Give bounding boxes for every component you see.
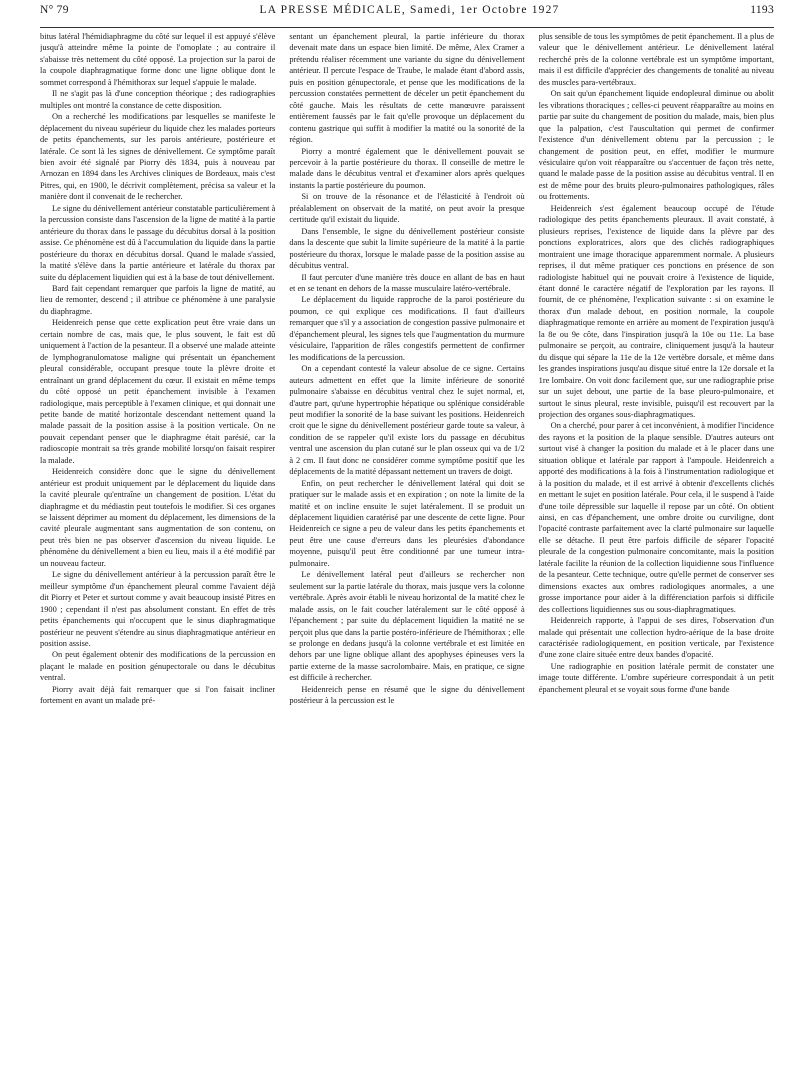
paragraph: Heidenreich considère donc que le signe du dénivellement antérieur est produit uniquement par le déplacement du liquide dans la cavité pleurale qu'entraîne un changement de position. L'état du diaphragme et du médiastin peut toutefois le modifier. Si ces organes se laissent déprimer au moment du déplacement, les dimensions de la cavité pleurale augmentant sans augmentation de son contenu, on peut très bien ne pas observer d'ascension du niveau liquide. Le phénomène du dénivellement a bien eu lieu, mais il a été modifié par un nouveau facteur. xyxy=(40,467,276,568)
text-columns xyxy=(40,31,774,1079)
paragraph: On a cherché, pour parer à cet inconvénient, à modifier l'incidence des rayons et la position de la plaque sensible. D'autres auteurs ont surtout visé à changer la position du malade et à le placer dans une situation oblique et latérale par rapport à l'ampoule. Heidenreich a apporté des modifications à la fois à l'instrumentation radiologique et à la position du malade, et il est arrivé à obtenir d'excellents clichés en mettant le sujet en position latérale. Pour cela, il le suspend à l'aide d'une toile dépressible sur laquelle il repose par un côté. On obtient ainsi, en cas d'épanchement, une ombre droite ou curviligne, dont l'opacité contraste parfaitement avec la clarté pulmonaire sur laquelle elle se détache. Il peut être parfois difficile de séparer l'opacité pleurale de la congestion pulmonaire concomitante, mais la position latérale facilite la réunion de la collection liquidienne sous l'influence de la pesanteur. Cette technique, outre qu'elle permet de conserver ses dimensions exactes aux ombres radiologiques anormales, a une grosse importance pour aider à la différenciation parfois si difficile des collections liquidiennes sus ou sous-diaphragmatiques. xyxy=(538,421,774,614)
paragraph: Heidenreich pense que cette explication peut être vraie dans un certain nombre de cas, mais que, le plus souvent, le fait est dû uniquement à l'action de la pesanteur. Il a observé une malade atteinte de lymphogranulomatose maligne qui présentait un épanchement pleural considérable, occupant presque toute la plèvre droite et entraînant un grand déplacement du cœur. Il existait en même temps du côté opposé un petit épanchement invisible à l'examen radiologique, mais perceptible à l'examen clinique, et qui donnait une petite bande de matité horizontale descendant nettement quand la malade passait de la position assise à la position verticale. On ne pouvait cependant penser que le diaphragme était parésié, car la radioscopie montrait sa très grande mobilité lorsqu'on faisait respirer la malade. xyxy=(40,318,276,465)
paragraph: Enfin, on peut rechercher le dénivellement latéral qui doit se pratiquer sur le malade assis et en expiration ; on note la limite de la matité et on incline ensuite le sujet latéralement. Il se produit un déplacement liquidien caratérisé par une descente de cette ligne. Pour Heidenreich ce signe a peu de valeur dans les petits épanchements et peut être une cause d'erreurs dans les pleurésies d'abondance moyenne, puisqu'il peut être conditionné par une tumeur intra-pulmonaire. xyxy=(289,478,525,568)
journal-title: LA PRESSE MÉDICALE, Samedi, 1er Octobre 1927 xyxy=(259,4,560,16)
paragraph: On a cependant contesté la valeur absolue de ce signe. Certains auteurs admettent en effet que la limite inférieure de sonorité pulmonaire s'abaisse en décubitus ventral chez le sujet normal, et, d'autre part, qu'une hypertrophie hépatique ou splénique considérable peut modifier la sonorité de la base suivant les positions. Heidenreich croit que le signe du dénivellement postérieur garde toute sa valeur, à condition de se rappeler qu'il existe lors du passage en décubitus ventral une ascension du plan cutané sur le plan osseux qui va de 1/2 à 2 cm. Il faut donc ne considérer comme symptôme positif que les déplacements de la matité dépassant nettement un travers de doigt. xyxy=(289,364,525,477)
paragraph: On sait qu'un épanchement liquide endopleural diminue ou abolit les vibrations thoraciques ; celles-ci peuvent réapparaître au moins en partie par suite du changement de position du malade, mais, bien plus que la palpation, c'est l'auscultation qui permet de confirmer l'existence d'un dénivellement obtenu par la percussion ; le changement de position peut, en effet, modifier le murmure vésiculaire qu'on voit réapparaître ou s'accentuer de façon très nette, quand le malade passe de la position assise au décubitus ventral. Il en est de même pour des bruits pleuro-pulmonaires pathologiques, râles ou frottements. xyxy=(538,89,774,202)
header-rule xyxy=(40,27,774,28)
paragraph: Il faut percuter d'une manière très douce en allant de bas en haut et en se tenant en dehors de la masse musculaire latéro-vertébrale. xyxy=(289,272,525,293)
paragraph: On peut également obtenir des modifications de la percussion en plaçant le malade en position génupectorale ou dans le décubitus ventral. xyxy=(40,650,276,683)
paragraph: Le signe du dénivellement antérieur à la percussion paraît être le meilleur symptôme d'un épanchement pleural comme l'avaient déjà dit Piorry et Peter et surtout comme y avait beaucoup insisté Pitres en 1900 ; cependant il n'est pas absolument constant. En effet de très petits épanchements qui n'occupent que le sinus diaphragmatique postérieur ne peuvent s'étendre au sinus diaphragmatique antérieur en position assise. xyxy=(40,570,276,649)
paragraph: Bard fait cependant remarquer que parfois la ligne de matité, au lieu de remonter, descend ; il attribue ce phénomène à une paralysie du diaphragme. xyxy=(40,283,276,316)
paragraph: Dans l'ensemble, le signe du dénivellement postérieur consiste dans la descente que subit la limite supérieure de la matité à la partie postérieure du thorax, lorsque le malade passe de la position assise au décubitus ventral. xyxy=(289,226,525,271)
page-header xyxy=(40,0,774,26)
column-2 xyxy=(289,31,524,1079)
page-number: 1193 xyxy=(750,4,774,16)
paragraph: Une radiographie en position latérale permit de constater une image toute différente. L'ombre supérieure correspondait à un petit épanchement pleural et se voyait sous forme d'une bande xyxy=(538,661,774,694)
paragraph: Heidenreich pense en résumé que le signe du dénivellement postérieur à la percussion est le xyxy=(289,684,525,706)
paragraph: sentant un épanchement pleural, la partie inférieure du thorax devenait mate dans un espace bien limité. De même, Alex Cramer a prétendu réaliser récemment une variante du signe du dénivellement antérieur. Il percute l'espace de Traube, le malade étant d'abord assis, puis en position génupectorale, et pense que les modifications de la percussion constatées permettent de déceler un petit épanchement du côté gauche. Mais les résultats de cette manœuvre paraissent entièrement faussés par le fait qu'elle provoque un déplacement du contenu gastrique qui suffit à modifier la matité ou la sonorité de la région. xyxy=(289,32,525,145)
paragraph: Il ne s'agit pas là d'une conception théorique ; des radiographies multiples ont montré la constance de cette disposition. xyxy=(40,89,276,110)
column-3 xyxy=(539,31,774,1079)
issue-number: N° 79 xyxy=(40,4,69,16)
paragraph: Piorry avait déjà fait remarquer que si l'on faisait incliner fortement en avant un malade pré- xyxy=(40,684,276,706)
paragraph: bitus latéral l'hémidiaphragme du côté sur lequel il est appuyé s'élève jusqu'à atteindre même la pointe de l'omoplate ; au contraire il s'abaisse très nettement du côté opposé. La projection sur la paroi de la coupole diaphragmatique forme donc une ligne oblique dont le sommet correspond à l'hémithorax sur lequel s'appuie le malade. xyxy=(40,32,276,87)
paragraph: plus sensible de tous les symptômes de petit épanchement. Il a plus de valeur que le dénivellement antérieur. Le dénivellement latéral recherché près de la colonne vertébrale est un symptôme important, mais il est difficile d'apprécier des changements de tonalité au niveau des muscles para-vertébraux. xyxy=(538,32,774,87)
paragraph: Si on trouve de la résonance et de l'élasticité à l'endroit où préalablement on observait de la matité, on peut avoir la presque certitude qu'il existait du liquide. xyxy=(289,192,525,225)
paragraph: Le dénivellement latéral peut d'ailleurs se rechercher non seulement sur la partie latérale du thorax, mais jusque vers la colonne vertébrale. Après avoir établi le niveau horizontal de la matité chez le malade assis, on le fait coucher latéralement sur le côté opposé à l'épanchement ; par suite du déplacement liquidien la matité ne se perçoit plus que dans la partie postéro-inférieure de l'hémithorax ; elle se prolonge en dedans jusqu'à la colonne vertébrale et est limitée en dehors par une ligne oblique allant des apophyses épineuses vers la partie externe de la masse sacrolombaire. Mais, en pratique, ce signe est difficile à rechercher. xyxy=(289,570,525,683)
paragraph: Heidenreich rapporte, à l'appui de ses dires, l'observation d'un malade qui présentait une collection hydro-aérique de la base droite caractérisée radiologiquement, en position verticale, par l'existence d'une zone claire située entre deux bandes d'opacité. xyxy=(538,616,774,660)
paragraph: Le signe du dénivellement antérieur constatable particulièrement à la percussion consiste dans l'ascension de la ligne de matité à la partie antérieure du thorax dans le passage du décubitus dorsal à la position assise. Ce phénomène est dû à l'accumulation du liquide dans la partie postérieure du thorax en décubitus dorsal. Quand le malade s'assied, la matité s'élève dans la partie antérieure et latérale du thorax par suite du déplacement liquidien qui est à la base de tout dénivellement. xyxy=(40,203,276,282)
paragraph: Le déplacement du liquide rapproche de la paroi postérieure du poumon, ce qui explique ces modifications. Il faut d'ailleurs remarquer que s'il y a association de congestion passive pulmonaire et d'épanchement pleural, les signes tels que l'augmentation du murmure vésiculaire, l'apparition de râles congestifs permettent de confirmer les modifications de la percussion. xyxy=(289,295,525,362)
paragraph: On a recherché les modifications par lesquelles se manifeste le déplacement du niveau supérieur du liquide chez les malades porteurs de petits épanchements, sur les parois antérieure, postérieure et latérale. Ce sont là les signes de dénivellement. Ce symptôme paraît bien avoir été signalé par Piorry dès 1834, puis à nouveau par Arnozan en 1894 dans les Archives cliniques de Bordeaux, mais c'est Pitres, qui, en 1900, le décrivit complètement, précisa sa valeur et la manière dont il convenait de le rechercher. xyxy=(40,112,276,202)
column-1 xyxy=(40,31,275,1079)
paragraph: Heidenreich s'est également beaucoup occupé de l'étude radiologique des petits épanchements pleuraux. Il avait constaté, à plusieurs reprises, l'existence de liquide dans la plèvre par des ponctions exploratrices, alors que des clichés radiographiques montraient une image thoracique apparemment normale. A plusieurs reprises, il dut même pratiquer ces ponctions en présence de son radiologiste habituel qui ne pouvait croire à l'existence de liquide, étant donné le caractère négatif de l'exploration par les rayons. Il fournit, de ce phénomène, l'explication suivante : si on examine le thorax d'un malade debout, en position normale, la coupole diaphragmatique remonte en arrière au moment de l'expiration jusqu'à la 8e ou 9e côte, dans l'inspiration jusqu'à la 10e ou 11e. La base pulmonaire se perçoit, au contraire, cliniquement jusqu'à la hauteur du disque qui sépare la 11e de la 12e vertèbre dorsale, et même dans les grandes inspirations jusqu'au disque situé entre la 12e dorsale et la 1re lombaire. On voit donc facilement que, sur une radiographie prise sur un sujet debout, une partie de la base pleuro-pulmonaire, et surtout le sinus pleural, reste invisible, puisqu'il est recouvert par la projection des organes sous-diaphragmatiques. xyxy=(538,203,774,419)
paragraph: Piorry a montré également que le dénivellement pouvait se percevoir à la partie postérieure du thorax. Il conseille de mettre le malade dans le décubitus ventral et d'examiner alors après quelques instants la partie postérieure du poumon. xyxy=(289,146,525,190)
